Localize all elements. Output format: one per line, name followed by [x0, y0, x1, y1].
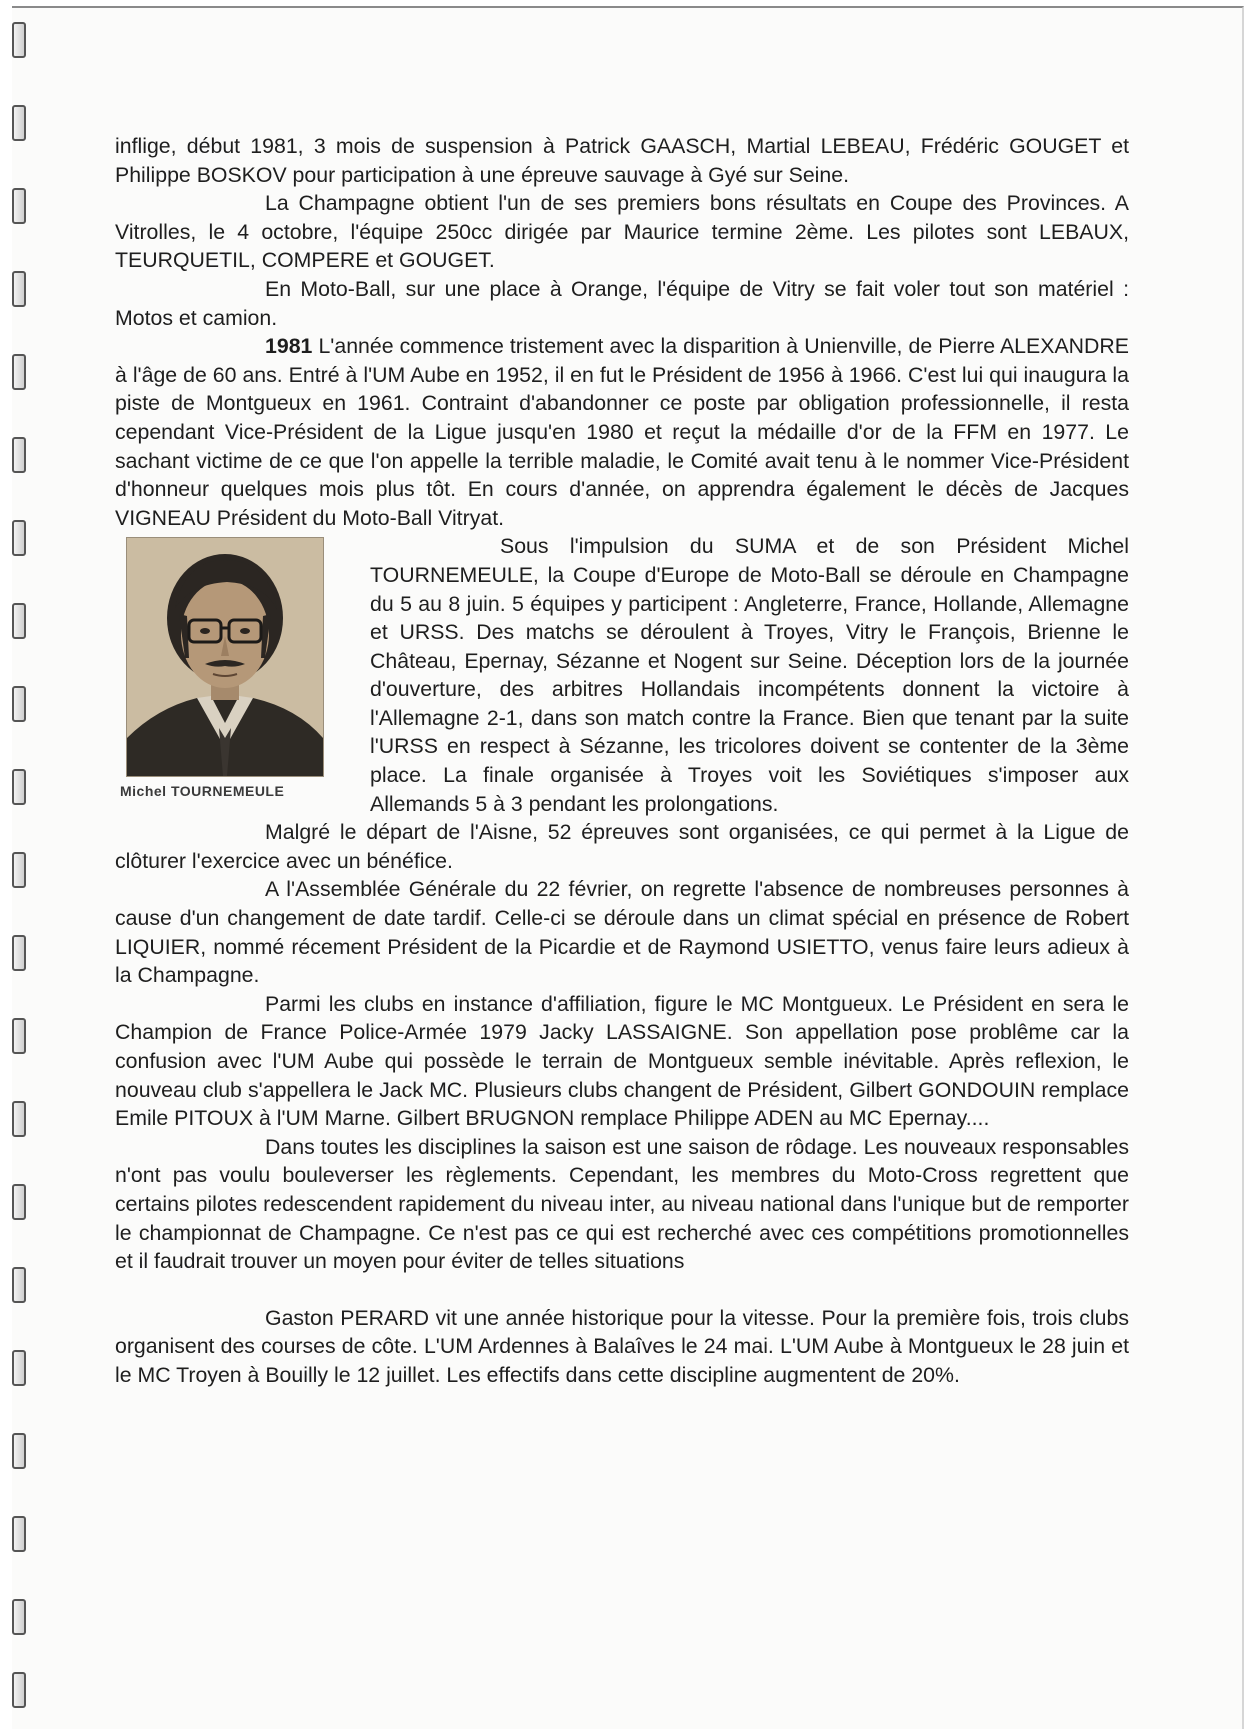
year-label: 1981 [265, 334, 313, 359]
paragraph-spacer [115, 1276, 1129, 1304]
binder-ring [12, 1018, 26, 1054]
binder-ring [12, 852, 26, 888]
portrait-figure [120, 534, 348, 812]
binder-ring [12, 22, 26, 58]
binder-ring [12, 437, 26, 473]
paragraph: Gaston PERARD vit une année historique pour la vitesse. Pour la première fois, trois clubs organisent des courses de côte. L'UM Ardennes à Balaîves le 24 mai. L'UM Aube à Montgueux le 28 juin et le MC Troyen à Bouilly le 12 juillet. Les effectifs dans cette discipline augmentent de 20%. [115, 1305, 1129, 1387]
year-paragraph [115, 332, 1129, 532]
binder-ring [12, 686, 26, 722]
binder-ring [12, 1433, 26, 1469]
binder-ring [12, 105, 26, 141]
paragraph: La Champagne obtient l'un de ses premiers bons résultats en Coupe des Provinces. A Vitrolles, le 4 octobre, l'équipe 250cc dirigée par Maurice termine 2ème. Les pilotes sont LEBAUX, TEURQUETIL, COMPERE et GOUGET. [115, 191, 1129, 273]
binder-ring [12, 520, 26, 556]
binder-ring [12, 769, 26, 805]
paragraph: Malgré le départ de l'Aisne, 52 épreuves sont organisées, ce qui permet à la Ligue de clôturer l'exercice avec un bénéfice. [115, 820, 1129, 873]
binder-ring [12, 1516, 26, 1552]
binder-ring [12, 603, 26, 639]
binder-rings [0, 0, 60, 1729]
binder-ring [12, 1101, 26, 1137]
binder-ring [12, 1184, 26, 1220]
portrait-image [127, 538, 323, 776]
portrait-photo [126, 537, 324, 777]
binder-ring [12, 1267, 26, 1303]
portrait-caption: Michel TOURNEMEULE [120, 783, 285, 800]
paragraph: Parmi les clubs en instance d'affiliation, figure le MC Montgueux. Le Président en sera le Champion de France Police-Armée 1979 Jacky LASSAIGNE. Son appellation pose problême car la confusion avec l'UM Aube qui possède le terrain de Montgueux semble inévitable. Après reflexion, le nouveau club s'appellera le Jack MC. Plusieurs clubs changent de Président, Gilbert GONDOUIN remplace Emile PITOUX à l'UM Marne. Gilbert BRUGNON remplace Philippe ADEN au MC Epernay.... [115, 991, 1129, 1131]
binder-ring [12, 354, 26, 390]
binder-ring [12, 935, 26, 971]
document-body [115, 132, 1129, 1390]
binder-ring [12, 271, 26, 307]
year-paragraph-text: L'année commence tristement avec la disparition à Unienville, de Pierre ALEXANDRE à l'âge de 60 ans. Entré à l'UM Aube en 1952, il en fut le Président de 1956 à 1966. C'est lui qui inaugura la piste de Montgueux en 1961. Contraint d'abandonner ce poste par obligation professionnelle, il resta cependant Vice-Président de la Ligue jusqu'en 1980 et reçut la médaille d'or de la FFM en 1977. Le sachant victime de ce que l'on appelle la terrible maladie, le Comité avait tenu à le nommer Vice-Président d'honneur quelques mois plus tôt. En cours d'année, on apprendra également le décès de Jacques VIGNEAU Président du Moto-Ball Vitryat. [115, 334, 1129, 530]
paragraph: Sous l'impulsion du SUMA et de son Président Michel TOURNEMEULE, la Coupe d'Europe de Moto-Ball se déroule en Champagne du 5 au 8 juin. 5 équipes y participent : Angleterre, France, Hollande, Allemagne et URSS. Des matchs se déroulent à Troyes, Vitry le François, Brienne le Château, Epernay, Sézanne et Nogent sur Seine. Déception lors de la journée d'ouverture, des arbitres Hollandais incompétents donnent la victoire à l'Allemagne 2-1, dans son match contre la France. Bien que tenant par la suite l'URSS en respect à Sézanne, les tricolores doivent se contenter de la 3ème place. La finale organisée à Troyes voit les Soviétiques s'imposer aux Allemands 5 à 3 pendant les prolongations. [370, 534, 1129, 816]
paragraph: Dans toutes les disciplines la saison est une saison de rôdage. Les nouveaux responsables n'ont pas voulu bouleverser les règlements. Cependant, les membres du Moto-Cross regrettent que certains pilotes redescendent rapidement du niveau inter, au niveau national dans l'unique but de remporter le championnat de Champagne. Ce n'est pas ce qui est recherché avec ces compétitions promotionnelles et il faudrait trouver un moyen pour éviter de telles situations [115, 1134, 1129, 1274]
paragraph: A l'Assemblée Générale du 22 février, on regrette l'absence de nombreuses personnes à cause d'un changement de date tardif. Celle-ci se déroule dans un climat spécial en présence de Robert LIQUIER, nommé récement Président de la Picardie et de Raymond USIETTO, venus faire leurs adieux à la Champagne. [115, 877, 1129, 988]
paragraph: inflige, début 1981, 3 mois de suspension à Patrick GAASCH, Martial LEBEAU, Frédéric GOUGET et Philippe BOSKOV pour participation à une épreuve sauvage à Gyé sur Seine. [115, 134, 1129, 187]
binder-ring [12, 1350, 26, 1386]
binder-ring [12, 188, 26, 224]
paragraph: En Moto-Ball, sur une place à Orange, l'équipe de Vitry se fait voler tout son matériel : Motos et camion. [115, 276, 1129, 330]
binder-ring [12, 1672, 26, 1708]
binder-ring [12, 1599, 26, 1635]
